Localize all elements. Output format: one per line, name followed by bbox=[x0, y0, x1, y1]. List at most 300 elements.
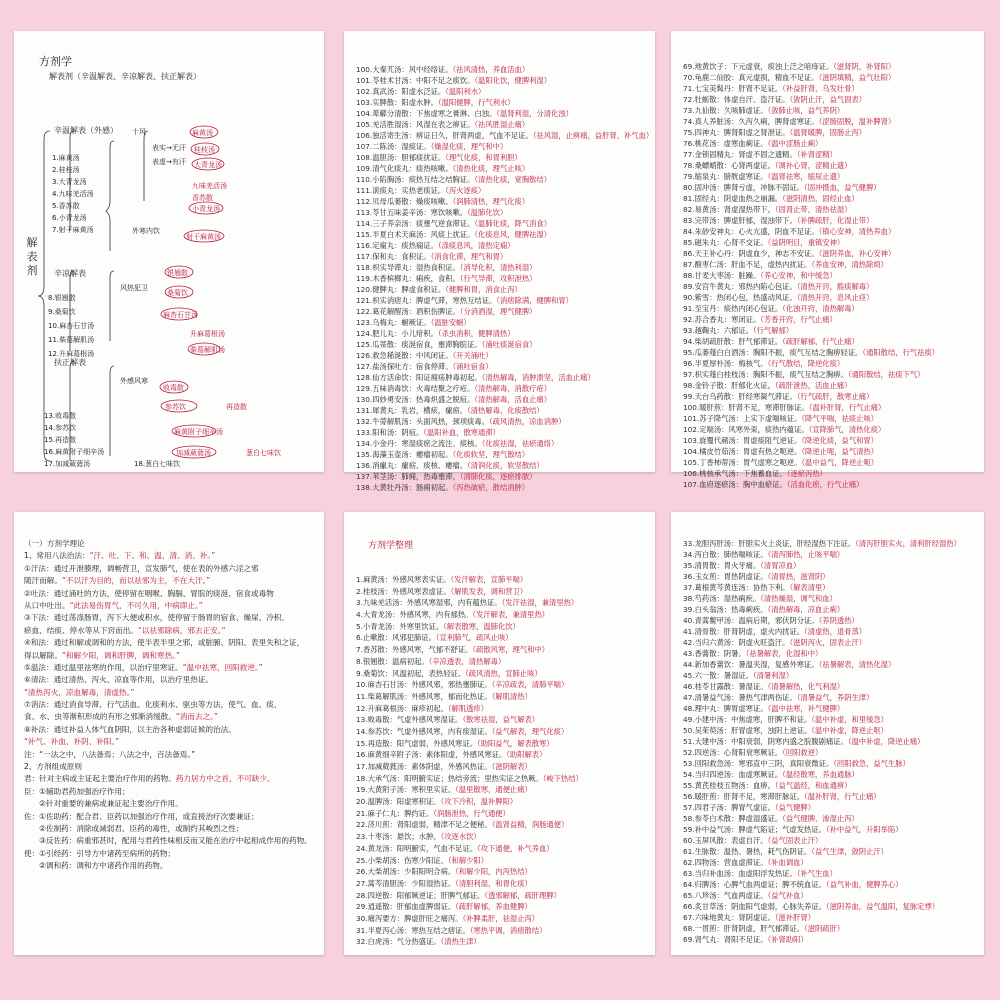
list-item bbox=[356, 714, 649, 726]
node: 麻黄附子细辛汤 bbox=[174, 428, 223, 436]
list-item bbox=[683, 314, 978, 325]
list-item bbox=[683, 747, 978, 758]
formula-list bbox=[356, 64, 654, 493]
item-number: 68. bbox=[683, 924, 695, 933]
item-text: 白头翁汤：热毒痢疾。 bbox=[694, 605, 768, 614]
item-note: （健脾和胃，消食止泻） bbox=[445, 285, 522, 294]
root-label: 解表剂 bbox=[26, 236, 38, 277]
item-note: （行气解郁） bbox=[752, 326, 794, 335]
item-text: 独活寄生汤：痹证日久，肝肾两虚，气血不足证。 bbox=[372, 131, 533, 140]
item-text: 半夏厚朴汤：梅核气。 bbox=[694, 359, 768, 368]
list-item: 14.参苏饮 bbox=[44, 424, 77, 432]
list-item bbox=[356, 586, 649, 598]
list-item bbox=[24, 674, 318, 686]
item-text: 泻白散：肺热喘咳证。 bbox=[694, 550, 768, 559]
item-note: （清暑利湿） bbox=[752, 671, 794, 680]
list-item bbox=[356, 668, 649, 680]
item-note: （分消酒湿，理气健脾） bbox=[459, 307, 537, 316]
item-number: 20. bbox=[356, 797, 368, 807]
list-item bbox=[356, 218, 649, 229]
item-text: 肥儿丸：小儿疳积。 bbox=[372, 329, 438, 338]
list-item bbox=[24, 637, 318, 649]
item-number: 99. bbox=[683, 392, 695, 401]
list-item bbox=[683, 659, 978, 670]
list-item bbox=[683, 736, 978, 747]
item-note: （清热解毒，化痰散结） bbox=[467, 406, 544, 415]
list-item bbox=[356, 394, 649, 405]
item-text: 新加香薷饮：暑温夹湿，复感外寒证。 bbox=[694, 660, 819, 669]
item-text: 真武汤：阳虚水泛证。 bbox=[372, 87, 446, 96]
item-text: 大承气汤：阳明腑实证；热结旁流；里热实证之热厥。 bbox=[367, 773, 543, 783]
item-number: 57. bbox=[683, 803, 695, 812]
item-text: 济川煎：肾阳虚弱，精津不足之便秘。 bbox=[367, 820, 492, 830]
item-note: （清暑益气，养阴生津） bbox=[796, 693, 874, 702]
item-text: 葛根黄芩黄连汤：协热下利。 bbox=[694, 583, 790, 592]
list-item bbox=[24, 563, 318, 575]
item-note: （疏风清热，宣肺止咳） bbox=[465, 668, 542, 678]
sheet-formula-list-100-138 bbox=[344, 31, 655, 492]
list-item bbox=[683, 292, 978, 303]
list-item: 9.桑菊饮 bbox=[48, 308, 76, 316]
list-item bbox=[683, 270, 978, 281]
item-number: 27. bbox=[356, 878, 368, 888]
item-number: 84. bbox=[683, 227, 695, 236]
item-number: 85. bbox=[683, 238, 695, 247]
item-text: 定喘汤：风寒外束，痰热内蕴证。 bbox=[699, 425, 809, 434]
item-text: 芍药汤：湿热痢疾。 bbox=[694, 594, 761, 603]
item-number: 103. bbox=[683, 436, 700, 445]
item-note: （清热燥湿，调气和血） bbox=[760, 594, 837, 603]
list-item bbox=[356, 749, 649, 761]
item-note: （祛暑解表，化湿和中） bbox=[745, 649, 823, 658]
item-number: 129. bbox=[356, 384, 373, 393]
page-title: 方剂学 bbox=[39, 55, 72, 68]
item-text: 固冲汤：脾肾亏虚，冲脉不固证。 bbox=[694, 183, 805, 192]
item-note: （润肠泄热，行气通便） bbox=[433, 808, 510, 818]
list-item bbox=[24, 873, 318, 885]
list-item bbox=[683, 692, 978, 703]
list-item bbox=[24, 699, 318, 711]
item-text: 佐：①佐助药：配合君、臣药以加强治疗作用，或直接治疗次要兼证； bbox=[24, 811, 259, 821]
item-text: 乌梅丸：蛔厥证。 bbox=[372, 318, 431, 327]
item-note: （峻下热结） bbox=[542, 773, 583, 783]
list-item bbox=[683, 149, 978, 160]
item-text: 六味地黄丸：肾阴虚证。 bbox=[694, 913, 775, 922]
item-text: 阳和汤：阴疽。 bbox=[372, 428, 424, 437]
list-item bbox=[683, 560, 978, 571]
item-text: 实脾散：阳虚水肿。 bbox=[372, 98, 438, 107]
item-note: （涌吐宿食） bbox=[452, 362, 493, 371]
item-note: （益气解表，理气化痰） bbox=[491, 726, 569, 736]
item-text: 炙甘草汤：阴血阳气虚弱，心脉失养证。 bbox=[694, 902, 826, 911]
item-number: 23. bbox=[356, 832, 368, 842]
item-number: 103. bbox=[356, 98, 373, 107]
item-number: 90. bbox=[683, 293, 695, 302]
node: 外寒内饮 bbox=[132, 227, 160, 235]
list-item bbox=[24, 897, 318, 909]
list-item bbox=[683, 237, 978, 248]
item-note: （行气疏肝，散寒止痛） bbox=[796, 392, 874, 401]
list-item bbox=[24, 773, 318, 785]
item-number: 40. bbox=[683, 616, 695, 625]
item-number: 36. bbox=[683, 572, 695, 581]
item-note: （滋阴疏肝） bbox=[804, 924, 845, 933]
item-number: 69. bbox=[683, 62, 695, 71]
list-item: 2.桂枝汤 bbox=[52, 166, 80, 174]
item-number: 82. bbox=[683, 205, 695, 214]
item-number: 112. bbox=[356, 197, 373, 206]
item-number: 137. bbox=[356, 472, 373, 481]
item-note: （清胃热，滋肾阴） bbox=[767, 572, 830, 581]
node: 再造散 bbox=[226, 403, 247, 411]
list-item bbox=[683, 703, 978, 714]
item-text: 参苓白术散：脾虚湿盛证。 bbox=[694, 814, 783, 823]
item-text: 九仙散：久咳肺虚证。 bbox=[694, 106, 768, 115]
item-number: 81. bbox=[683, 194, 695, 203]
list-item bbox=[356, 738, 649, 750]
node: 参苏饮 bbox=[165, 403, 186, 411]
item-number: 15. bbox=[356, 738, 368, 748]
list-item bbox=[356, 796, 649, 808]
list-item bbox=[24, 860, 318, 872]
item-text: 救急稀涎散：中风闭证。 bbox=[372, 351, 453, 360]
item-number: 34. bbox=[683, 550, 695, 559]
item-text: 金铃子散：肝郁化火证。 bbox=[694, 381, 775, 390]
item-note: （清热解毒，消散疔疮） bbox=[474, 384, 552, 393]
item-note: （养血安神，清热除烦） bbox=[811, 260, 888, 269]
item-note: （固冲摄血，益气健脾） bbox=[804, 183, 881, 192]
list-item bbox=[356, 75, 649, 86]
list-item bbox=[683, 868, 978, 879]
item-note: （补肾助阳） bbox=[767, 935, 808, 944]
item-number: 30. bbox=[356, 913, 368, 923]
item-text: 桂枝汤：外感风寒表虚证。 bbox=[362, 586, 451, 596]
item-number: 59. bbox=[683, 825, 695, 834]
item-text: 柴胡疏肝散：肝气郁滞证。 bbox=[694, 337, 783, 346]
item-number: 121. bbox=[356, 296, 373, 305]
item-number: 100. bbox=[356, 65, 373, 74]
item-text: 大建中汤：中阳衰弱，阴寒内盛之脘腹剧痛证。 bbox=[694, 737, 848, 746]
item-note: （消食化滞，理气和胃） bbox=[430, 252, 508, 261]
list-item: 5.香苏散 bbox=[52, 202, 80, 210]
item-note: 药力居方中之首，不可缺少。 bbox=[175, 774, 275, 784]
list-item bbox=[683, 413, 978, 424]
item-number: 25. bbox=[356, 855, 368, 865]
item-note: （疏风清热，凉血消肿） bbox=[489, 417, 566, 426]
item-number: 135. bbox=[356, 450, 373, 459]
item-number: 16. bbox=[356, 750, 368, 760]
item-note: （行气导滞，攻积泄热） bbox=[459, 274, 537, 283]
item-note: （温肾利湿，分清化浊） bbox=[496, 109, 573, 118]
item-number: 29. bbox=[356, 902, 368, 912]
list-item bbox=[683, 182, 978, 193]
item-text: 二陈汤：湿痰证。 bbox=[372, 142, 431, 151]
item-number: 124. bbox=[356, 329, 373, 338]
item-note: （攻下通便，补气养血） bbox=[477, 843, 554, 853]
item-note: （清泻肺热，止咳平喘） bbox=[767, 550, 845, 559]
list-item bbox=[356, 185, 649, 196]
list-item bbox=[24, 798, 318, 810]
item-note: （清暑解热，化气利湿） bbox=[767, 682, 845, 691]
list-item bbox=[683, 879, 978, 890]
list-item bbox=[356, 229, 649, 240]
list-item bbox=[683, 127, 978, 138]
list-item bbox=[683, 582, 978, 593]
list-item bbox=[683, 325, 978, 336]
item-text: 葛花解酲汤：酒积伤脾证。 bbox=[372, 307, 460, 316]
item-note: （回阳救逆） bbox=[782, 748, 823, 757]
item-number: 50. bbox=[683, 726, 695, 735]
item-text: 使：①引经药：引导方中诸药至病所的药物； bbox=[24, 848, 176, 858]
list-item: 18.葱白七味饮 bbox=[134, 460, 181, 468]
list-item bbox=[683, 369, 978, 380]
item-note: （泻热破瘀，散结消肿） bbox=[452, 483, 530, 492]
item-note: （降逆止呃，益气清热） bbox=[801, 447, 879, 456]
item-text: 犀黄丸：乳岩，横痃，瘰疬。 bbox=[372, 406, 468, 415]
item-text: 小青龙汤：外寒里饮证。 bbox=[362, 621, 444, 631]
item-text: 银翘散：温病初起。 bbox=[362, 656, 429, 666]
list-item: 17.加减葳蕤汤 bbox=[44, 460, 91, 468]
list-item: 16.麻黄附子细辛汤 bbox=[44, 448, 105, 456]
item-number: 8. bbox=[356, 656, 363, 666]
item-text: 保和丸：食积证。 bbox=[372, 252, 431, 261]
list-item bbox=[683, 538, 978, 549]
item-note: （理气化痰，和胃利胆） bbox=[445, 153, 522, 162]
item-note: （补血调血） bbox=[767, 858, 808, 867]
item-note: （温肾益精，润肠通便） bbox=[491, 820, 569, 830]
item-number: 80. bbox=[683, 183, 695, 192]
item-note: （清泻肝胆实火，清利肝经湿热） bbox=[855, 539, 961, 548]
list-item bbox=[356, 726, 649, 738]
item-number: 72. bbox=[683, 95, 695, 104]
item-number: 88. bbox=[683, 271, 695, 280]
item-text: ③反佐药：病重邪甚时，配用与君药性味相反而又能在治疗中起相成作用的药物。 bbox=[24, 836, 312, 846]
item-note: （疏肝解郁，养血健脾） bbox=[455, 902, 532, 912]
list-item bbox=[683, 758, 978, 769]
list-item bbox=[356, 808, 649, 820]
item-note: （温阳补血，散寒通滞） bbox=[423, 428, 500, 437]
item-text: 黄芪桂枝五物汤：血痹。 bbox=[694, 781, 775, 790]
item-number: 98. bbox=[683, 381, 695, 390]
item-number: 69. bbox=[683, 935, 695, 944]
list-item bbox=[356, 372, 649, 383]
item-note: “和解少阳，调和肝脾，调和寒热。” bbox=[61, 650, 180, 660]
item-note: （温经散寒，养血通脉） bbox=[782, 770, 859, 779]
list-item: 1.麻黄汤 bbox=[52, 154, 80, 162]
node: 小青龙汤 bbox=[192, 205, 220, 213]
list-item bbox=[356, 574, 649, 586]
node: 柴葛解肌汤 bbox=[190, 346, 225, 354]
item-number: 44. bbox=[683, 660, 695, 669]
item-text: 三子养亲汤：痰壅气逆食滞证。 bbox=[372, 219, 475, 228]
item-text: 桑螵蛸散：心肾两虚证。 bbox=[694, 161, 775, 170]
list-item bbox=[683, 424, 978, 435]
list-item bbox=[356, 361, 649, 372]
item-note: （清热解毒，凉血止痢） bbox=[767, 605, 845, 614]
section-label: 辛温解表（外感） bbox=[54, 126, 118, 135]
list-item bbox=[356, 317, 649, 328]
item-number: 48. bbox=[683, 704, 695, 713]
item-text: 血府逐瘀汤：胸中血瘀证。 bbox=[699, 480, 787, 489]
section-label: 辛凉解表 bbox=[54, 269, 86, 278]
item-note: （补气生血） bbox=[796, 869, 837, 878]
list-item bbox=[683, 835, 978, 846]
item-note: （益气生津，敛阴止汗） bbox=[811, 847, 888, 856]
list-item bbox=[683, 457, 978, 468]
item-note: （涩肠固脱，温补脾肾） bbox=[818, 117, 896, 126]
list-item bbox=[683, 61, 978, 72]
list-item bbox=[24, 687, 318, 699]
list-item bbox=[356, 416, 649, 427]
item-number: 52. bbox=[683, 748, 695, 757]
item-number: 31. bbox=[356, 925, 368, 935]
list-item bbox=[356, 482, 649, 493]
item-note: （敛阴止汗，益气固表） bbox=[789, 95, 867, 104]
item-text: 理中丸：脾胃虚寒证。 bbox=[694, 704, 768, 713]
item-note: （解表清里） bbox=[789, 583, 830, 592]
item-text: 臣：①辅助君药加强治疗作用； bbox=[24, 786, 130, 796]
item-number: ④ bbox=[24, 638, 31, 648]
list-item bbox=[683, 336, 978, 347]
item-text: 酸枣仁汤：肝血不足，虚热内扰证。 bbox=[694, 260, 812, 269]
list-item bbox=[356, 819, 649, 831]
item-text: 木香槟榔丸：痢疾，食积。 bbox=[372, 274, 460, 283]
item-number: 13. bbox=[356, 715, 368, 725]
item-text: 七宝美髯丹：肝肾不足证。 bbox=[694, 84, 783, 93]
item-text: 龟鹿二仙胶：真元虚损，精血不足证。 bbox=[694, 73, 819, 82]
list-item bbox=[356, 890, 649, 902]
item-text: 缩泉丸：膀胱虚寒证。 bbox=[694, 172, 768, 181]
item-text: 吴茱萸汤：肝胃虚寒，浊阴上逆证。 bbox=[694, 726, 812, 735]
item-note: （清热化痰，宽胸散结） bbox=[474, 175, 552, 184]
item-text: 四君子汤：脾胃气虚证。 bbox=[694, 803, 775, 812]
item-note: （温中补虚，和里缓急） bbox=[811, 715, 888, 724]
item-text: 食、水、虫等渐积形成的有形之邪渐消缓散。 bbox=[24, 712, 176, 722]
list-item bbox=[356, 878, 649, 890]
item-number: 41. bbox=[683, 627, 695, 636]
item-text: 加减葳蕤汤：素体阴虚，外感风热证。 bbox=[367, 762, 492, 771]
item-number: 91. bbox=[683, 304, 695, 313]
item-text: 升麻葛根汤：麻疹初起。 bbox=[367, 703, 448, 713]
list-item bbox=[356, 119, 649, 130]
item-number: 93. bbox=[683, 326, 695, 335]
item-note: （攻下冷积，温补脾阳） bbox=[440, 797, 518, 807]
list-item bbox=[683, 637, 978, 648]
item-text: 香苏散：外感风寒，气郁不舒证。 bbox=[362, 645, 473, 655]
item-text: 羌活胜湿汤：风湿在表之痹证。 bbox=[372, 120, 475, 129]
item-note: （和解少阳） bbox=[447, 855, 489, 865]
item-number: 134. bbox=[356, 439, 373, 448]
item-number: 106. bbox=[683, 469, 700, 478]
item-note: “消而去之。” bbox=[175, 712, 218, 722]
item-text: ②调和药：调和方中诸药作用的药物。 bbox=[24, 861, 168, 871]
item-note: （清热化痰，理气止咳） bbox=[452, 164, 530, 173]
item-number: 107. bbox=[683, 480, 700, 489]
node: 表实→无汗 bbox=[152, 144, 186, 152]
item-note: （清热生津） bbox=[440, 937, 481, 947]
item-note: （活血化瘀，行气止痛） bbox=[786, 480, 864, 489]
item-text: 当归补血汤：血虚阳浮发热证。 bbox=[694, 869, 797, 878]
node: 外感风寒 bbox=[120, 377, 148, 385]
list-item bbox=[683, 380, 978, 391]
list-item bbox=[356, 866, 649, 878]
item-note: “清热泻火，凉血解毒，清虚热。” bbox=[24, 687, 135, 697]
item-note: （清热开窍，息风止痉） bbox=[796, 293, 874, 302]
node: 桑菊饮 bbox=[167, 289, 188, 297]
item-text: 萆薢分清散：下焦虚寒之膏淋、白浊。 bbox=[372, 109, 497, 118]
item-number: 101. bbox=[683, 414, 700, 423]
item-number: 9. bbox=[356, 668, 363, 678]
item-number: 79. bbox=[683, 172, 695, 181]
item-number: 70. bbox=[683, 73, 695, 82]
item-number: 28. bbox=[356, 890, 368, 900]
item-note: （润肺清热，理气化痰） bbox=[452, 197, 530, 206]
item-text: 固经丸：阴虚血热之崩漏。 bbox=[694, 194, 783, 203]
item-note: （补脾疏肝，化湿止带） bbox=[796, 216, 874, 225]
item-number: 24. bbox=[356, 843, 368, 853]
item-number: 71. bbox=[683, 84, 695, 93]
list-item bbox=[24, 910, 318, 922]
item-number: 74. bbox=[683, 117, 695, 126]
item-number: ⑥ bbox=[24, 675, 31, 685]
item-number: 108. bbox=[356, 153, 373, 162]
item-note: （辛凉透表，清热解毒） bbox=[428, 656, 506, 666]
item-text: 青蒿鳖甲汤：温病后期，邪伏阴分证。 bbox=[694, 616, 819, 625]
list-item bbox=[683, 780, 978, 791]
item-note: （清虚热，退骨蒸） bbox=[804, 627, 867, 636]
item-note: （发汗解表，兼清里热） bbox=[472, 610, 550, 620]
item-note: “以祛邪除病，邪去正安。” bbox=[137, 625, 226, 635]
list-item bbox=[356, 152, 649, 163]
item-text: 麻杏石甘汤：外感风邪，邪热壅肺证。 bbox=[367, 680, 492, 690]
list-item bbox=[356, 609, 649, 621]
item-number: 67. bbox=[683, 913, 695, 922]
item-text: 八珍汤：气血两虚证。 bbox=[694, 891, 768, 900]
item-number: 76. bbox=[683, 139, 695, 148]
item-text: （一）方剂学理论 bbox=[24, 539, 85, 548]
sheet-theory-notes bbox=[14, 512, 324, 955]
item-number: ③ bbox=[24, 613, 31, 623]
item-note: （化痰软坚，理气散结） bbox=[452, 450, 530, 459]
list-item bbox=[683, 934, 978, 945]
item-number: 128. bbox=[356, 373, 373, 382]
item-number: 60. bbox=[683, 836, 695, 845]
item-number: 75. bbox=[683, 128, 695, 137]
item-text: 生脉散：温热、暑热，耗气伤阴证。 bbox=[694, 847, 812, 856]
item-number: 117. bbox=[356, 252, 373, 261]
item-text: 橘皮竹茹汤：胃虚有热之呃逆。 bbox=[699, 447, 802, 456]
item-text: 盐汤探吐方：宿食停滞。 bbox=[372, 362, 453, 371]
item-number: 63. bbox=[683, 869, 695, 878]
item-note: （寒热平调，消痞散结） bbox=[469, 925, 547, 935]
item-text: 一贯煎：肝肾阴虚，肝气郁滞证。 bbox=[694, 924, 805, 933]
item-text: ②佐制药：消除或减弱君、臣药的毒性，或制约其峻烈之性； bbox=[24, 823, 244, 833]
list-item bbox=[683, 670, 978, 681]
item-note: （养心安神，和中缓急） bbox=[760, 271, 837, 280]
item-number: 65. bbox=[683, 891, 695, 900]
node: 射干麻黄汤 bbox=[186, 233, 221, 241]
item-note: （辛凉疏表，清肺平喘） bbox=[491, 680, 569, 690]
list-item: 6.小青龙汤 bbox=[52, 214, 87, 222]
list-item bbox=[24, 600, 318, 612]
item-text: 定痫丸：痰热痫证。 bbox=[372, 241, 438, 250]
list-item: 11.柴葛解肌汤 bbox=[48, 336, 95, 344]
item-text: 半夏泻心汤：寒热互结之痞证。 bbox=[367, 925, 470, 935]
list-item bbox=[683, 791, 978, 802]
list-item bbox=[356, 703, 649, 715]
list-item bbox=[356, 936, 649, 948]
item-note: （疏肝泄热，活血止痛） bbox=[774, 381, 852, 390]
